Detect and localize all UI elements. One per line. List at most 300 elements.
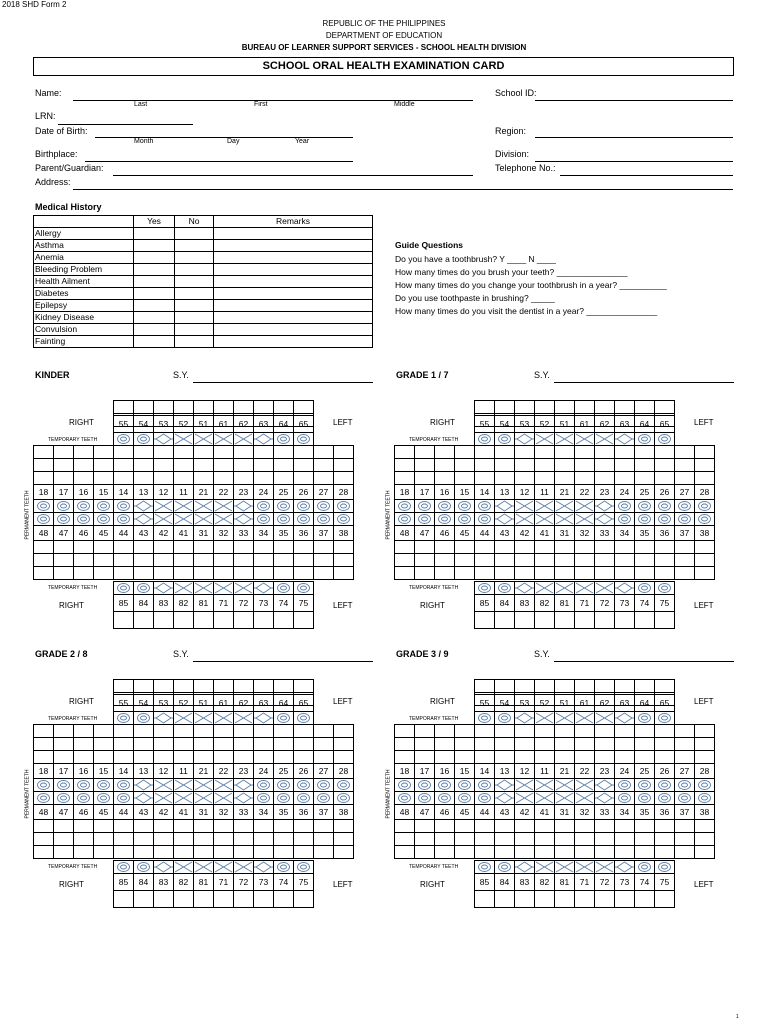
tooth-note-cell[interactable] (133, 679, 154, 693)
school-id-field[interactable] (535, 100, 733, 101)
tooth-note-cell[interactable] (694, 845, 715, 859)
tooth-note-cell[interactable] (674, 445, 695, 459)
parent-field[interactable] (113, 175, 473, 176)
tooth-note-cell[interactable] (213, 611, 234, 629)
tooth-note-cell[interactable] (173, 724, 194, 738)
tooth-note-cell[interactable] (173, 540, 194, 554)
tooth-note-cell[interactable] (53, 540, 74, 554)
tooth-note-cell[interactable] (213, 566, 234, 580)
tooth-note-cell[interactable] (73, 458, 94, 472)
tooth-note-cell[interactable] (213, 750, 234, 764)
tooth-note-cell[interactable] (253, 445, 274, 459)
tooth-note-cell[interactable] (213, 845, 234, 859)
tooth-note-cell[interactable] (654, 845, 675, 859)
tooth-note-cell[interactable] (634, 400, 655, 414)
tooth-note-cell[interactable] (474, 566, 495, 580)
tooth-note-cell[interactable] (434, 566, 455, 580)
tooth-note-cell[interactable] (574, 540, 595, 554)
mh-no-cell[interactable] (175, 252, 214, 264)
tooth-note-cell[interactable] (293, 750, 314, 764)
tooth-note-cell[interactable] (33, 445, 54, 459)
tooth-note-cell[interactable] (454, 819, 475, 833)
tooth-note-cell[interactable] (333, 737, 354, 751)
tooth-note-cell[interactable] (514, 566, 535, 580)
tooth-note-cell[interactable] (494, 540, 515, 554)
tooth-note-cell[interactable] (574, 566, 595, 580)
tooth-note-cell[interactable] (494, 845, 515, 859)
birthplace-field[interactable] (85, 161, 353, 162)
tooth-note-cell[interactable] (313, 750, 334, 764)
tooth-note-cell[interactable] (313, 553, 334, 567)
tooth-note-cell[interactable] (193, 400, 214, 414)
tooth-note-cell[interactable] (113, 458, 134, 472)
tooth-note-cell[interactable] (594, 890, 615, 908)
tooth-note-cell[interactable] (93, 553, 114, 567)
tooth-note-cell[interactable] (614, 679, 635, 693)
tooth-note-cell[interactable] (173, 400, 194, 414)
mh-yes-cell[interactable] (134, 300, 175, 312)
tooth-note-cell[interactable] (434, 471, 455, 485)
lrn-field[interactable] (58, 124, 193, 125)
tooth-note-cell[interactable] (474, 845, 495, 859)
tooth-note-cell[interactable] (253, 679, 274, 693)
tooth-note-cell[interactable] (93, 832, 114, 846)
tooth-note-cell[interactable] (313, 540, 334, 554)
tooth-note-cell[interactable] (554, 832, 575, 846)
tooth-note-cell[interactable] (53, 553, 74, 567)
tooth-note-cell[interactable] (153, 471, 174, 485)
mh-no-cell[interactable] (175, 336, 214, 348)
tooth-note-cell[interactable] (414, 724, 435, 738)
tooth-note-cell[interactable] (273, 445, 294, 459)
tooth-note-cell[interactable] (554, 458, 575, 472)
tooth-note-cell[interactable] (634, 553, 655, 567)
tooth-note-cell[interactable] (554, 724, 575, 738)
tooth-note-cell[interactable] (614, 724, 635, 738)
tooth-note-cell[interactable] (33, 737, 54, 751)
mh-remarks-cell[interactable] (214, 228, 373, 240)
tooth-note-cell[interactable] (173, 819, 194, 833)
tooth-note-cell[interactable] (654, 679, 675, 693)
tooth-note-cell[interactable] (333, 845, 354, 859)
tooth-note-cell[interactable] (293, 400, 314, 414)
tooth-note-cell[interactable] (233, 845, 254, 859)
tooth-note-cell[interactable] (454, 471, 475, 485)
tooth-note-cell[interactable] (394, 819, 415, 833)
tooth-note-cell[interactable] (414, 445, 435, 459)
tooth-note-cell[interactable] (594, 832, 615, 846)
tooth-note-cell[interactable] (574, 400, 595, 414)
tooth-note-cell[interactable] (93, 819, 114, 833)
tooth-note-cell[interactable] (454, 750, 475, 764)
tooth-note-cell[interactable] (113, 724, 134, 738)
tooth-note-cell[interactable] (53, 750, 74, 764)
tooth-note-cell[interactable] (133, 458, 154, 472)
tooth-note-cell[interactable] (394, 471, 415, 485)
tooth-note-cell[interactable] (293, 445, 314, 459)
tooth-note-cell[interactable] (173, 458, 194, 472)
tooth-note-cell[interactable] (414, 845, 435, 859)
tooth-note-cell[interactable] (674, 724, 695, 738)
tooth-note-cell[interactable] (634, 750, 655, 764)
tooth-note-cell[interactable] (634, 845, 655, 859)
tooth-note-cell[interactable] (73, 845, 94, 859)
tooth-note-cell[interactable] (33, 845, 54, 859)
tooth-note-cell[interactable] (213, 445, 234, 459)
tooth-note-cell[interactable] (333, 540, 354, 554)
tooth-note-cell[interactable] (213, 540, 234, 554)
tooth-note-cell[interactable] (474, 724, 495, 738)
tooth-note-cell[interactable] (614, 458, 635, 472)
tooth-note-cell[interactable] (574, 679, 595, 693)
tooth-note-cell[interactable] (253, 540, 274, 554)
tooth-note-cell[interactable] (173, 611, 194, 629)
tooth-note-cell[interactable] (253, 471, 274, 485)
tooth-note-cell[interactable] (634, 819, 655, 833)
tooth-note-cell[interactable] (614, 832, 635, 846)
tooth-note-cell[interactable] (534, 750, 555, 764)
tooth-note-cell[interactable] (654, 737, 675, 751)
mh-remarks-cell[interactable] (214, 288, 373, 300)
tooth-note-cell[interactable] (73, 737, 94, 751)
tooth-note-cell[interactable] (474, 540, 495, 554)
tooth-note-cell[interactable] (514, 553, 535, 567)
tooth-note-cell[interactable] (153, 540, 174, 554)
tooth-note-cell[interactable] (293, 737, 314, 751)
mh-yes-cell[interactable] (134, 324, 175, 336)
tooth-note-cell[interactable] (474, 553, 495, 567)
telephone-field[interactable] (560, 175, 733, 176)
tooth-note-cell[interactable] (33, 819, 54, 833)
tooth-note-cell[interactable] (434, 445, 455, 459)
mh-remarks-cell[interactable] (214, 336, 373, 348)
mh-yes-cell[interactable] (134, 240, 175, 252)
tooth-note-cell[interactable] (554, 611, 575, 629)
tooth-note-cell[interactable] (534, 540, 555, 554)
tooth-note-cell[interactable] (33, 553, 54, 567)
tooth-note-cell[interactable] (474, 737, 495, 751)
tooth-note-cell[interactable] (93, 458, 114, 472)
tooth-note-cell[interactable] (233, 566, 254, 580)
tooth-note-cell[interactable] (233, 819, 254, 833)
tooth-note-cell[interactable] (394, 458, 415, 472)
tooth-note-cell[interactable] (694, 750, 715, 764)
tooth-note-cell[interactable] (193, 679, 214, 693)
tooth-note-cell[interactable] (534, 832, 555, 846)
tooth-note-cell[interactable] (173, 890, 194, 908)
tooth-note-cell[interactable] (113, 750, 134, 764)
tooth-note-cell[interactable] (674, 737, 695, 751)
tooth-note-cell[interactable] (434, 750, 455, 764)
tooth-note-cell[interactable] (534, 400, 555, 414)
tooth-note-cell[interactable] (213, 890, 234, 908)
mh-yes-cell[interactable] (134, 312, 175, 324)
tooth-note-cell[interactable] (313, 845, 334, 859)
tooth-note-cell[interactable] (414, 737, 435, 751)
tooth-note-cell[interactable] (273, 724, 294, 738)
tooth-note-cell[interactable] (273, 458, 294, 472)
tooth-note-cell[interactable] (534, 724, 555, 738)
tooth-note-cell[interactable] (554, 679, 575, 693)
tooth-note-cell[interactable] (494, 737, 515, 751)
tooth-note-cell[interactable] (193, 724, 214, 738)
tooth-note-cell[interactable] (213, 553, 234, 567)
tooth-note-cell[interactable] (394, 845, 415, 859)
tooth-note-cell[interactable] (534, 737, 555, 751)
tooth-note-cell[interactable] (434, 845, 455, 859)
tooth-note-cell[interactable] (394, 737, 415, 751)
tooth-note-cell[interactable] (514, 724, 535, 738)
tooth-note-cell[interactable] (554, 553, 575, 567)
sy-field[interactable] (554, 382, 734, 383)
tooth-note-cell[interactable] (494, 679, 515, 693)
tooth-note-cell[interactable] (193, 611, 214, 629)
tooth-note-cell[interactable] (153, 566, 174, 580)
tooth-note-cell[interactable] (554, 819, 575, 833)
tooth-note-cell[interactable] (193, 832, 214, 846)
tooth-note-cell[interactable] (474, 445, 495, 459)
tooth-note-cell[interactable] (293, 611, 314, 629)
tooth-note-cell[interactable] (474, 471, 495, 485)
tooth-note-cell[interactable] (173, 471, 194, 485)
tooth-note-cell[interactable] (634, 471, 655, 485)
tooth-note-cell[interactable] (33, 540, 54, 554)
tooth-note-cell[interactable] (654, 611, 675, 629)
tooth-note-cell[interactable] (414, 471, 435, 485)
tooth-note-cell[interactable] (674, 566, 695, 580)
tooth-note-cell[interactable] (113, 540, 134, 554)
tooth-note-cell[interactable] (93, 540, 114, 554)
tooth-note-cell[interactable] (474, 819, 495, 833)
sy-field[interactable] (193, 382, 373, 383)
tooth-note-cell[interactable] (173, 737, 194, 751)
tooth-note-cell[interactable] (273, 750, 294, 764)
tooth-note-cell[interactable] (614, 471, 635, 485)
tooth-note-cell[interactable] (193, 845, 214, 859)
tooth-note-cell[interactable] (113, 890, 134, 908)
tooth-note-cell[interactable] (73, 471, 94, 485)
tooth-note-cell[interactable] (594, 845, 615, 859)
tooth-note-cell[interactable] (313, 471, 334, 485)
tooth-note-cell[interactable] (594, 737, 615, 751)
tooth-note-cell[interactable] (394, 566, 415, 580)
tooth-note-cell[interactable] (253, 611, 274, 629)
tooth-note-cell[interactable] (674, 845, 695, 859)
tooth-note-cell[interactable] (333, 566, 354, 580)
tooth-note-cell[interactable] (614, 566, 635, 580)
tooth-note-cell[interactable] (674, 553, 695, 567)
tooth-note-cell[interactable] (193, 445, 214, 459)
tooth-note-cell[interactable] (53, 445, 74, 459)
tooth-note-cell[interactable] (614, 819, 635, 833)
tooth-note-cell[interactable] (53, 737, 74, 751)
tooth-note-cell[interactable] (534, 471, 555, 485)
tooth-note-cell[interactable] (193, 471, 214, 485)
tooth-note-cell[interactable] (93, 737, 114, 751)
tooth-note-cell[interactable] (554, 540, 575, 554)
tooth-note-cell[interactable] (273, 611, 294, 629)
tooth-note-cell[interactable] (454, 737, 475, 751)
tooth-note-cell[interactable] (514, 737, 535, 751)
tooth-note-cell[interactable] (93, 566, 114, 580)
tooth-note-cell[interactable] (494, 458, 515, 472)
tooth-note-cell[interactable] (153, 553, 174, 567)
tooth-note-cell[interactable] (474, 890, 495, 908)
tooth-note-cell[interactable] (253, 845, 274, 859)
tooth-note-cell[interactable] (514, 471, 535, 485)
tooth-note-cell[interactable] (193, 553, 214, 567)
tooth-note-cell[interactable] (273, 832, 294, 846)
tooth-note-cell[interactable] (213, 724, 234, 738)
tooth-note-cell[interactable] (674, 471, 695, 485)
tooth-note-cell[interactable] (173, 679, 194, 693)
tooth-note-cell[interactable] (333, 750, 354, 764)
tooth-note-cell[interactable] (233, 445, 254, 459)
tooth-note-cell[interactable] (654, 566, 675, 580)
tooth-note-cell[interactable] (514, 540, 535, 554)
tooth-note-cell[interactable] (534, 611, 555, 629)
tooth-note-cell[interactable] (233, 458, 254, 472)
tooth-note-cell[interactable] (53, 832, 74, 846)
tooth-note-cell[interactable] (414, 832, 435, 846)
tooth-note-cell[interactable] (93, 750, 114, 764)
tooth-note-cell[interactable] (614, 611, 635, 629)
tooth-note-cell[interactable] (634, 724, 655, 738)
mh-remarks-cell[interactable] (214, 264, 373, 276)
tooth-note-cell[interactable] (614, 400, 635, 414)
tooth-note-cell[interactable] (153, 737, 174, 751)
tooth-note-cell[interactable] (654, 445, 675, 459)
tooth-note-cell[interactable] (253, 724, 274, 738)
tooth-note-cell[interactable] (554, 750, 575, 764)
tooth-note-cell[interactable] (233, 400, 254, 414)
tooth-note-cell[interactable] (113, 566, 134, 580)
tooth-note-cell[interactable] (273, 679, 294, 693)
tooth-note-cell[interactable] (313, 832, 334, 846)
tooth-note-cell[interactable] (514, 890, 535, 908)
tooth-note-cell[interactable] (554, 445, 575, 459)
tooth-note-cell[interactable] (293, 890, 314, 908)
tooth-note-cell[interactable] (674, 832, 695, 846)
tooth-note-cell[interactable] (654, 724, 675, 738)
tooth-note-cell[interactable] (454, 458, 475, 472)
tooth-note-cell[interactable] (494, 819, 515, 833)
tooth-note-cell[interactable] (313, 458, 334, 472)
tooth-note-cell[interactable] (113, 553, 134, 567)
tooth-note-cell[interactable] (73, 553, 94, 567)
tooth-note-cell[interactable] (394, 540, 415, 554)
mh-remarks-cell[interactable] (214, 300, 373, 312)
tooth-note-cell[interactable] (133, 400, 154, 414)
tooth-note-cell[interactable] (193, 737, 214, 751)
tooth-note-cell[interactable] (293, 553, 314, 567)
tooth-note-cell[interactable] (273, 540, 294, 554)
tooth-note-cell[interactable] (173, 566, 194, 580)
tooth-note-cell[interactable] (674, 540, 695, 554)
tooth-note-cell[interactable] (93, 471, 114, 485)
tooth-note-cell[interactable] (434, 832, 455, 846)
tooth-note-cell[interactable] (253, 553, 274, 567)
tooth-note-cell[interactable] (614, 553, 635, 567)
mh-yes-cell[interactable] (134, 276, 175, 288)
tooth-note-cell[interactable] (233, 750, 254, 764)
tooth-note-cell[interactable] (394, 750, 415, 764)
address-field[interactable] (73, 189, 733, 190)
tooth-note-cell[interactable] (574, 832, 595, 846)
tooth-note-cell[interactable] (494, 400, 515, 414)
tooth-note-cell[interactable] (53, 566, 74, 580)
tooth-note-cell[interactable] (33, 750, 54, 764)
tooth-note-cell[interactable] (634, 445, 655, 459)
tooth-note-cell[interactable] (313, 566, 334, 580)
tooth-note-cell[interactable] (113, 611, 134, 629)
tooth-note-cell[interactable] (133, 553, 154, 567)
tooth-note-cell[interactable] (193, 819, 214, 833)
tooth-note-cell[interactable] (554, 400, 575, 414)
tooth-note-cell[interactable] (414, 566, 435, 580)
tooth-note-cell[interactable] (113, 819, 134, 833)
tooth-note-cell[interactable] (333, 724, 354, 738)
tooth-note-cell[interactable] (153, 832, 174, 846)
tooth-note-cell[interactable] (293, 819, 314, 833)
tooth-note-cell[interactable] (153, 724, 174, 738)
tooth-note-cell[interactable] (514, 445, 535, 459)
sy-field[interactable] (193, 661, 373, 662)
sy-field[interactable] (554, 661, 734, 662)
tooth-note-cell[interactable] (193, 890, 214, 908)
tooth-note-cell[interactable] (574, 611, 595, 629)
tooth-note-cell[interactable] (153, 845, 174, 859)
mh-remarks-cell[interactable] (214, 252, 373, 264)
tooth-note-cell[interactable] (594, 819, 615, 833)
tooth-note-cell[interactable] (494, 832, 515, 846)
tooth-note-cell[interactable] (654, 540, 675, 554)
tooth-note-cell[interactable] (394, 832, 415, 846)
mh-no-cell[interactable] (175, 228, 214, 240)
tooth-note-cell[interactable] (594, 471, 615, 485)
mh-no-cell[interactable] (175, 264, 214, 276)
tooth-note-cell[interactable] (153, 750, 174, 764)
tooth-note-cell[interactable] (153, 890, 174, 908)
tooth-note-cell[interactable] (173, 445, 194, 459)
tooth-note-cell[interactable] (193, 458, 214, 472)
tooth-note-cell[interactable] (253, 750, 274, 764)
tooth-note-cell[interactable] (313, 445, 334, 459)
tooth-note-cell[interactable] (414, 750, 435, 764)
tooth-note-cell[interactable] (694, 832, 715, 846)
tooth-note-cell[interactable] (474, 679, 495, 693)
tooth-note-cell[interactable] (694, 471, 715, 485)
tooth-note-cell[interactable] (273, 566, 294, 580)
tooth-note-cell[interactable] (454, 566, 475, 580)
tooth-note-cell[interactable] (634, 890, 655, 908)
tooth-note-cell[interactable] (614, 737, 635, 751)
tooth-note-cell[interactable] (93, 845, 114, 859)
tooth-note-cell[interactable] (594, 724, 615, 738)
tooth-note-cell[interactable] (153, 679, 174, 693)
tooth-note-cell[interactable] (454, 553, 475, 567)
mh-yes-cell[interactable] (134, 264, 175, 276)
tooth-note-cell[interactable] (654, 553, 675, 567)
tooth-note-cell[interactable] (133, 737, 154, 751)
tooth-note-cell[interactable] (414, 540, 435, 554)
tooth-note-cell[interactable] (654, 832, 675, 846)
tooth-note-cell[interactable] (554, 566, 575, 580)
tooth-note-cell[interactable] (494, 471, 515, 485)
tooth-note-cell[interactable] (173, 845, 194, 859)
mh-remarks-cell[interactable] (214, 324, 373, 336)
tooth-note-cell[interactable] (494, 445, 515, 459)
